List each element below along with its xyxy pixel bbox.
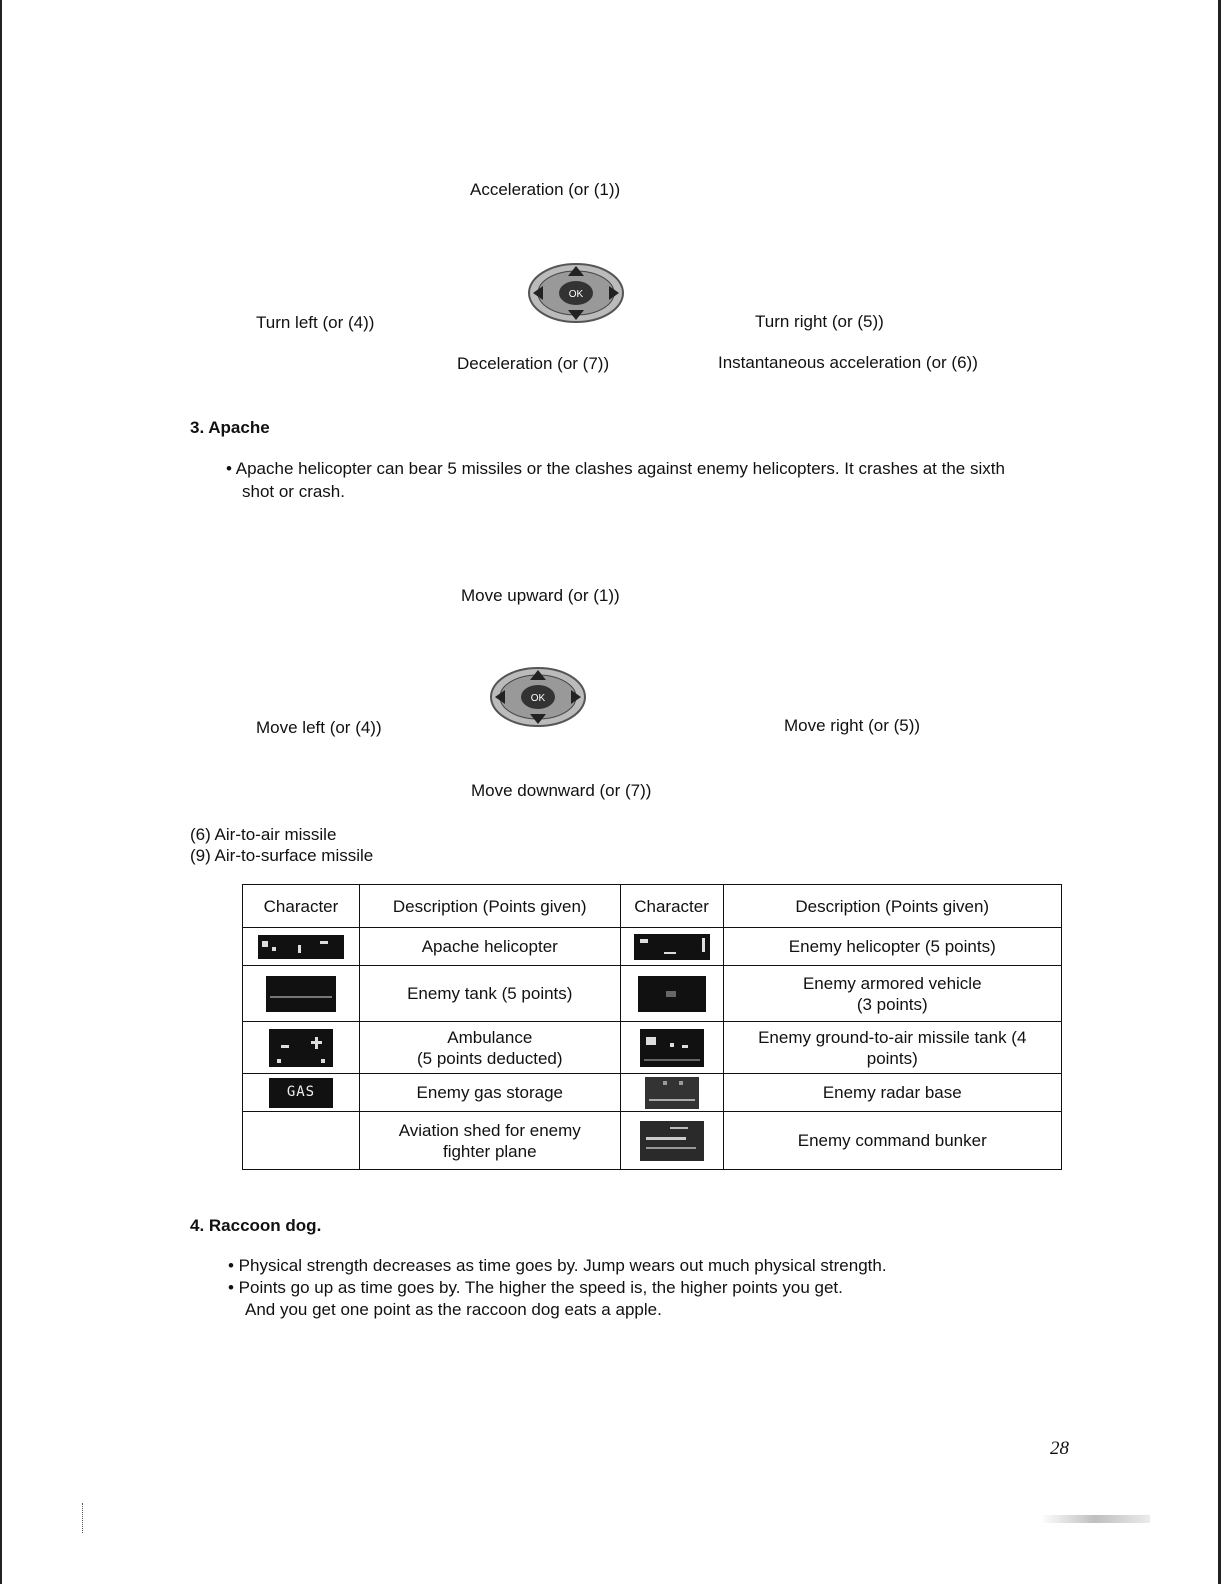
scan-edge-right <box>1218 0 1221 1584</box>
enemy-missile-tank-sprite <box>640 1029 704 1067</box>
table-header: Character <box>620 885 723 928</box>
control-right-label: Turn right (or (5)) <box>755 312 884 331</box>
character-table <box>242 884 1062 1170</box>
page-number: 28 <box>1050 1438 1069 1459</box>
table-header: Description (Points given) <box>723 885 1061 928</box>
table-cell: Apache helicopter <box>359 928 620 966</box>
apache-heading: 3. Apache <box>190 418 270 437</box>
table-header: Character <box>243 885 360 928</box>
table-header-row <box>243 885 1062 928</box>
table-cell: Enemy tank (5 points) <box>359 966 620 1022</box>
apache-control-right-label: Move right (or (5)) <box>784 716 921 735</box>
enemy-armored-vehicle-sprite <box>638 976 706 1012</box>
raccoon-bullet-2: • Points go up as time goes by. The higher the speed is, the higher points you get. <box>228 1278 843 1297</box>
dpad-icon <box>527 262 625 324</box>
dpad-ok-label: OK <box>530 693 546 704</box>
control-left-label: Turn left (or (4)) <box>256 313 375 332</box>
command-bunker-sprite <box>640 1121 704 1161</box>
radar-base-sprite <box>645 1077 699 1109</box>
apache-control-left-label: Move left (or (4)) <box>256 718 382 737</box>
raccoon-heading: 4. Raccoon dog. <box>190 1216 322 1235</box>
apache-helicopter-sprite <box>258 935 344 959</box>
table-cell: Enemy helicopter (5 points) <box>723 928 1061 966</box>
apache-bullet-line1: • Apache helicopter can bear 5 missiles or the clashes against enemy helicopters. It crashes at the sixth <box>226 459 1005 478</box>
key-air-to-air: (6) Air-to-air missile <box>190 825 337 844</box>
table-cell: Enemy ground-to-air missile tank (4 points) <box>723 1022 1061 1074</box>
table-cell: Enemy armored vehicle (3 points) <box>723 966 1061 1022</box>
table-row <box>243 928 1062 966</box>
raccoon-bullet-2-cont: And you get one point as the raccoon dog eats a apple. <box>245 1300 662 1319</box>
scan-noise <box>82 1503 85 1533</box>
apache-control-down-label: Move downward (or (7)) <box>471 781 652 800</box>
table-cell: Enemy gas storage <box>359 1074 620 1112</box>
control-down-label: Deceleration (or (7)) <box>457 354 610 373</box>
dpad-ok-label: OK <box>568 289 584 300</box>
control-up-label: Acceleration (or (1)) <box>470 180 621 199</box>
gas-storage-sprite: GAS <box>269 1078 333 1108</box>
table-row <box>243 966 1062 1022</box>
raccoon-bullet-1: • Physical strength decreases as time goes by. Jump wears out much physical strength. <box>228 1256 887 1275</box>
ambulance-sprite <box>269 1029 333 1067</box>
table-cell: Ambulance (5 points deducted) <box>359 1022 620 1074</box>
dpad-icon <box>489 666 587 728</box>
apache-control-up-label: Move upward (or (1)) <box>461 586 620 605</box>
apache-bullet-line2: shot or crash. <box>242 482 345 501</box>
table-cell: Enemy command bunker <box>723 1112 1061 1170</box>
control-extra-label: Instantaneous acceleration (or (6)) <box>718 353 978 372</box>
table-row <box>243 1112 1062 1170</box>
scan-edge-left <box>0 0 2 1584</box>
table-header: Description (Points given) <box>359 885 620 928</box>
key-air-to-surface: (9) Air-to-surface missile <box>190 846 374 865</box>
table-row <box>243 1074 1062 1112</box>
scan-noise <box>1040 1515 1150 1523</box>
table-row <box>243 1022 1062 1074</box>
enemy-helicopter-sprite <box>634 934 710 960</box>
enemy-tank-sprite <box>266 976 336 1012</box>
table-cell: Enemy radar base <box>723 1074 1061 1112</box>
table-cell: Aviation shed for enemy fighter plane <box>359 1112 620 1170</box>
